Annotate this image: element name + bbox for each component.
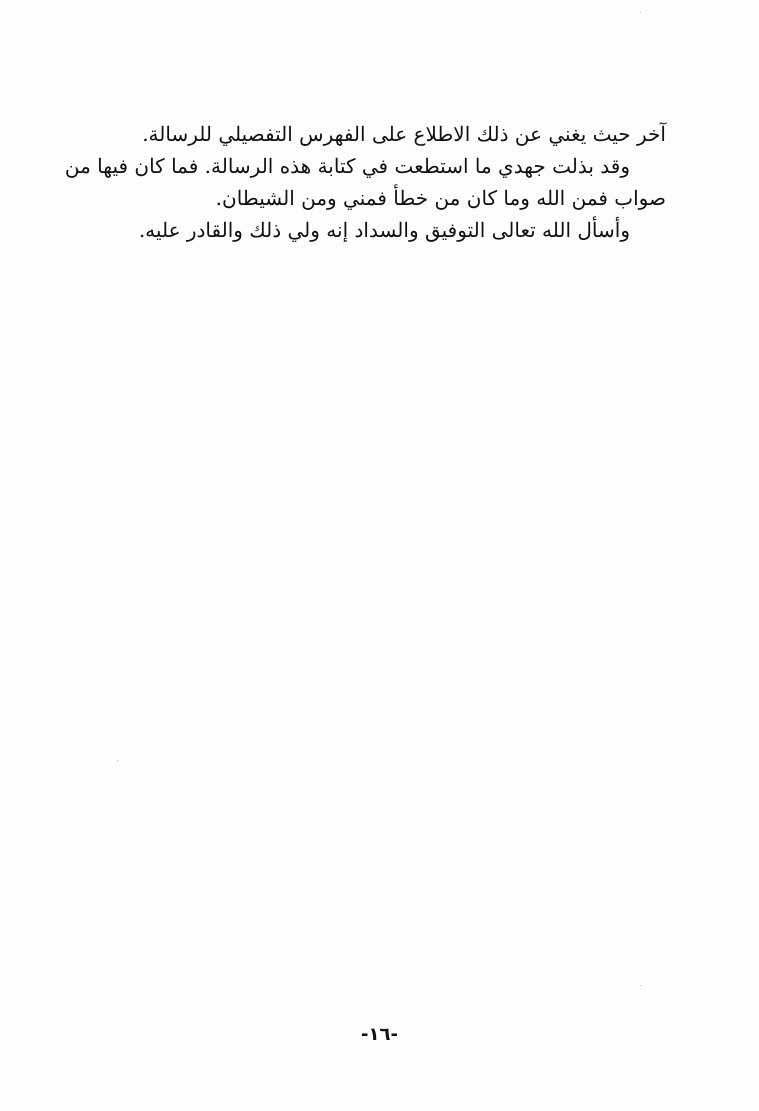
text-line: آخر حيث يغني عن ذلك الاطلاع على الفهرس التفصيلي للرسالة. — [142, 122, 666, 146]
paragraph-line: وأسأل الله تعالى التوفيق والسداد إنه ولي ذلك والقادر عليه. — [138, 218, 630, 242]
scan-speck — [640, 12, 641, 13]
page-number: -١٦- — [361, 1024, 398, 1045]
scan-speck — [117, 760, 118, 761]
body-text — [64, 118, 666, 246]
text-line: صواب فمن الله وما كان من خطأ فمني ومن الشيطان. — [215, 186, 666, 210]
scan-speck — [640, 985, 641, 986]
paragraph-line: وقد بذلت جهدي ما استطعت في كتابة هذه الرسالة. فما كان فيها من — [64, 154, 630, 178]
